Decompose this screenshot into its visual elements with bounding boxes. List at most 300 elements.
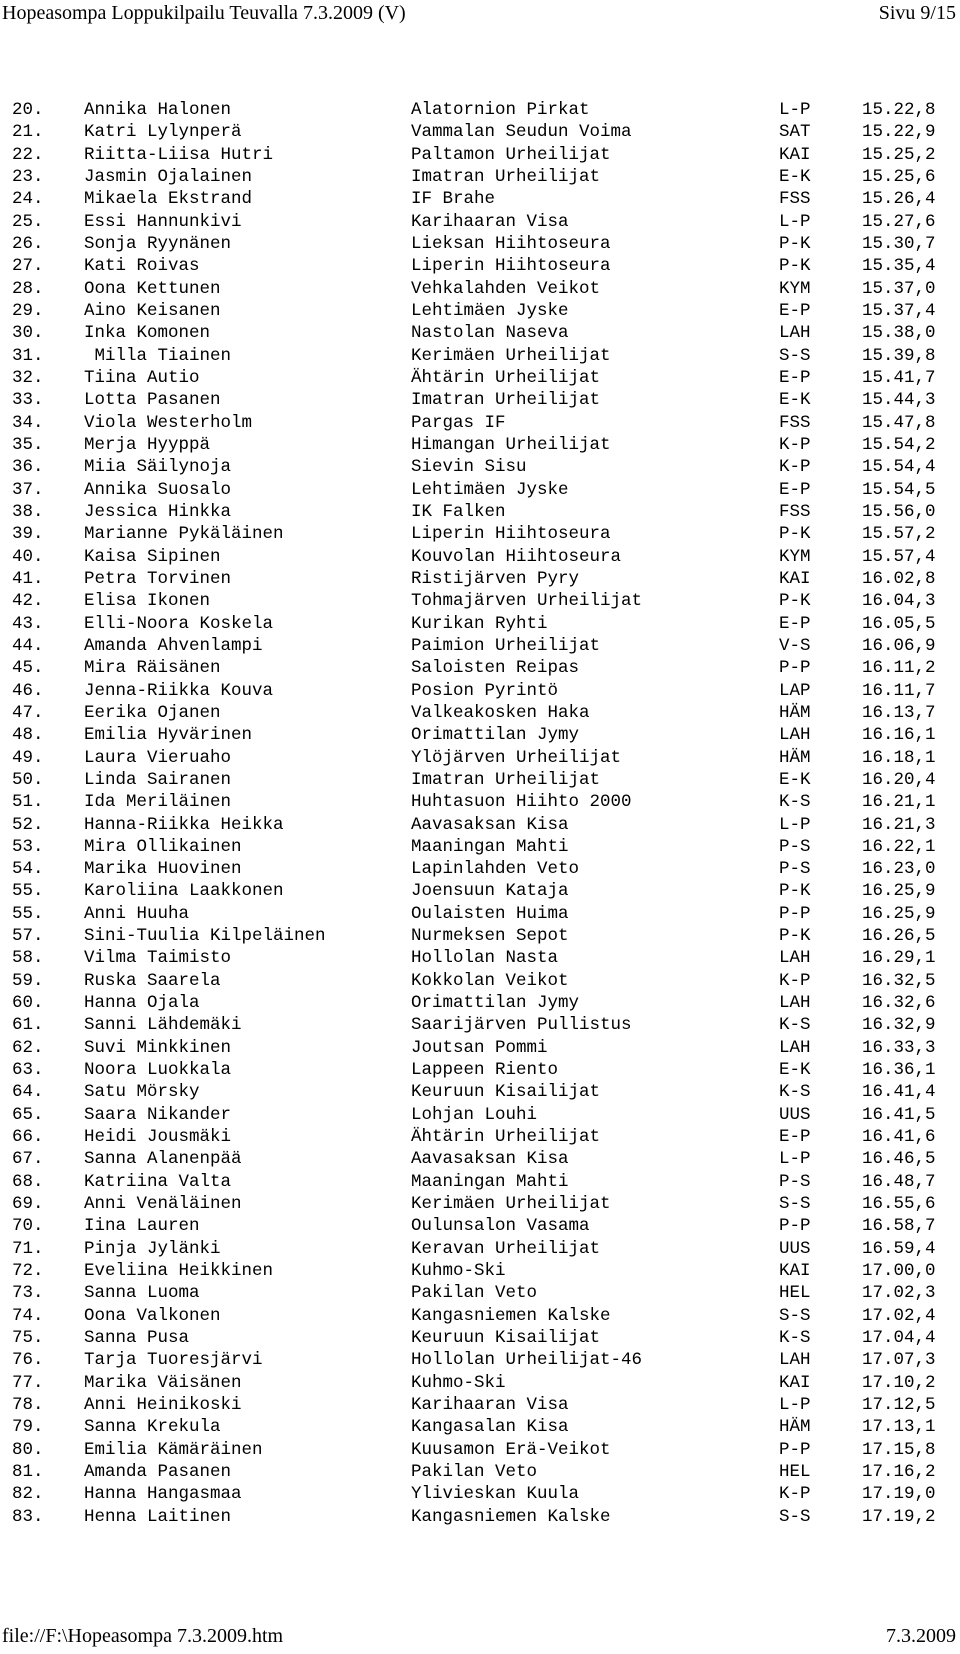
result-time: 16.32,6 <box>862 993 936 1014</box>
result-club: Nastolan Naseva <box>411 323 569 344</box>
result-district: E-P <box>779 300 811 321</box>
result-name: Emilia Hyvärinen <box>84 725 253 746</box>
result-district: KAI <box>779 1372 811 1393</box>
result-name: Marika Huovinen <box>84 859 242 880</box>
result-row <box>12 523 952 545</box>
result-club: Vehkalahden Veikot <box>411 278 601 299</box>
result-name: Katriina Valta <box>84 1171 232 1192</box>
result-time: 16.25,9 <box>862 903 936 924</box>
result-name: Sanna Alanenpää <box>84 1149 242 1170</box>
result-row <box>12 836 952 858</box>
result-rank: 39. <box>12 524 44 545</box>
result-rank: 37. <box>12 479 44 500</box>
result-district: LAH <box>779 1350 811 1371</box>
result-row <box>12 590 952 612</box>
result-time: 17.07,3 <box>862 1350 936 1371</box>
result-time: 15.22,8 <box>862 100 936 120</box>
result-club: Keuruun Kisailijat <box>411 1082 601 1103</box>
result-rank: 66. <box>12 1127 44 1148</box>
result-club: Saarijärven Pullistus <box>411 1015 632 1036</box>
result-club: Alatornion Pirkat <box>411 100 590 120</box>
result-time: 17.02,4 <box>862 1305 936 1326</box>
result-row <box>12 1126 952 1148</box>
result-row <box>12 1037 952 1059</box>
result-district: P-P <box>779 1216 811 1237</box>
result-row <box>12 747 952 769</box>
result-row <box>12 255 952 277</box>
result-district: P-K <box>779 233 811 254</box>
result-district: LAH <box>779 1037 811 1058</box>
result-name: Elisa Ikonen <box>84 591 211 612</box>
result-rank: 27. <box>12 256 44 277</box>
result-rank: 48. <box>12 725 44 746</box>
result-rank: 24. <box>12 189 44 210</box>
result-time: 15.54,5 <box>862 479 936 500</box>
result-time: 16.29,1 <box>862 948 936 969</box>
result-club: Hollolan Urheilijat-46 <box>411 1350 643 1371</box>
result-row <box>12 1148 952 1170</box>
result-club: Hollolan Nasta <box>411 948 559 969</box>
result-club: Imatran Urheilijat <box>411 769 601 790</box>
result-name: Emilia Kämäräinen <box>84 1439 263 1460</box>
result-name: Karoliina Laakkonen <box>84 881 284 902</box>
result-rank: 62. <box>12 1037 44 1058</box>
result-rank: 76. <box>12 1350 44 1371</box>
result-district: K-P <box>779 434 811 455</box>
result-row <box>12 1282 952 1304</box>
result-name: Sini-Tuulia Kilpeläinen <box>84 926 326 947</box>
result-name: Inka Komonen <box>84 323 211 344</box>
result-time: 15.27,6 <box>862 211 936 232</box>
result-row <box>12 880 952 902</box>
result-name: Annika Suosalo <box>84 479 232 500</box>
result-row <box>12 345 952 367</box>
result-time: 15.22,9 <box>862 122 936 143</box>
result-time: 16.20,4 <box>862 769 936 790</box>
result-rank: 20. <box>12 100 44 120</box>
result-club: Liperin Hiihtoseura <box>411 256 611 277</box>
result-rank: 49. <box>12 747 44 768</box>
result-time: 16.04,3 <box>862 591 936 612</box>
result-club: Paimion Urheilijat <box>411 635 601 656</box>
result-district: E-K <box>779 390 811 411</box>
result-name: Essi Hannunkivi <box>84 211 242 232</box>
result-name: Sonja Ryynänen <box>84 233 232 254</box>
result-name: Ida Meriläinen <box>84 792 232 813</box>
result-club: Himangan Urheilijat <box>411 434 611 455</box>
result-row <box>12 1483 952 1505</box>
result-name: Jasmin Ojalainen <box>84 166 253 187</box>
result-rank: 38. <box>12 501 44 522</box>
result-name: Sanna Luoma <box>84 1283 200 1304</box>
result-club: Kangasniemen Kalske <box>411 1305 611 1326</box>
result-district: HÄM <box>779 702 811 723</box>
result-name: Marika Väisänen <box>84 1372 242 1393</box>
result-club: Orimattilan Jymy <box>411 993 580 1014</box>
result-club: Aavasaksan Kisa <box>411 1149 569 1170</box>
result-rank: 60. <box>12 993 44 1014</box>
result-district: E-K <box>779 1060 811 1081</box>
result-rank: 68. <box>12 1171 44 1192</box>
result-name: Sanna Pusa <box>84 1328 190 1349</box>
result-row <box>12 99 952 121</box>
result-district: S-S <box>779 1194 811 1215</box>
result-club: Oulunsalon Vasama <box>411 1216 590 1237</box>
result-club: Maaningan Mahti <box>411 836 569 857</box>
result-time: 15.30,7 <box>862 233 936 254</box>
result-row <box>12 702 952 724</box>
result-district: K-S <box>779 1328 811 1349</box>
result-name: Ruska Saarela <box>84 970 221 991</box>
result-district: E-P <box>779 1127 811 1148</box>
result-name: Henna Laitinen <box>84 1506 232 1527</box>
result-club: Tohmajärven Urheilijat <box>411 591 643 612</box>
result-club: Vammalan Seudun Voima <box>411 122 632 143</box>
result-name: Amanda Ahvenlampi <box>84 635 263 656</box>
page-footer <box>0 1625 960 1651</box>
result-rank: 55. <box>12 881 44 902</box>
result-time: 16.11,7 <box>862 680 936 701</box>
result-time: 17.19,2 <box>862 1506 936 1527</box>
result-row <box>12 412 952 434</box>
result-club: Paltamon Urheilijat <box>411 144 611 165</box>
result-district: E-P <box>779 613 811 634</box>
result-club: Kurikan Ryhti <box>411 613 548 634</box>
result-name: Merja Hyyppä <box>84 434 211 455</box>
result-row <box>12 1506 952 1528</box>
result-district: P-K <box>779 524 811 545</box>
result-row <box>12 322 952 344</box>
result-time: 17.19,0 <box>862 1484 936 1505</box>
result-name: Petra Torvinen <box>84 568 232 589</box>
result-district: P-K <box>779 256 811 277</box>
result-time: 16.36,1 <box>862 1060 936 1081</box>
result-club: Lappeen Riento <box>411 1060 559 1081</box>
result-time: 17.12,5 <box>862 1395 936 1416</box>
result-name: Lotta Pasanen <box>84 390 221 411</box>
result-rank: 61. <box>12 1015 44 1036</box>
result-club: Karihaaran Visa <box>411 1395 569 1416</box>
result-time: 16.41,6 <box>862 1127 936 1148</box>
result-club: Imatran Urheilijat <box>411 166 601 187</box>
result-rank: 41. <box>12 568 44 589</box>
result-time: 16.18,1 <box>862 747 936 768</box>
result-row <box>12 947 952 969</box>
result-time: 15.57,4 <box>862 546 936 567</box>
result-rank: 25. <box>12 211 44 232</box>
result-club: Ristijärven Pyry <box>411 568 580 589</box>
result-name: Saara Nikander <box>84 1104 232 1125</box>
result-rank: 80. <box>12 1439 44 1460</box>
result-rank: 75. <box>12 1328 44 1349</box>
result-name: Amanda Pasanen <box>84 1462 232 1483</box>
result-name: Aino Keisanen <box>84 300 221 321</box>
result-rank: 30. <box>12 323 44 344</box>
result-district: S-S <box>779 1506 811 1527</box>
result-rank: 42. <box>12 591 44 612</box>
result-time: 15.44,3 <box>862 390 936 411</box>
result-row <box>12 166 952 188</box>
result-name: Milla Tiainen <box>84 345 232 366</box>
result-name: Hanna Ojala <box>84 993 200 1014</box>
result-time: 17.13,1 <box>862 1417 936 1438</box>
result-row <box>12 1461 952 1483</box>
result-name: Mira Räisänen <box>84 658 221 679</box>
result-rank: 52. <box>12 814 44 835</box>
result-row <box>12 389 952 411</box>
result-rank: 78. <box>12 1395 44 1416</box>
result-row <box>12 1081 952 1103</box>
result-rank: 34. <box>12 412 44 433</box>
result-row <box>12 903 952 925</box>
result-club: Joutsan Pommi <box>411 1037 548 1058</box>
result-rank: 21. <box>12 122 44 143</box>
result-rank: 83. <box>12 1506 44 1527</box>
result-club: Ylivieskan Kuula <box>411 1484 580 1505</box>
result-row <box>12 479 952 501</box>
result-time: 16.05,5 <box>862 613 936 634</box>
result-district: K-S <box>779 1015 811 1036</box>
result-rank: 50. <box>12 769 44 790</box>
result-district: P-P <box>779 1439 811 1460</box>
result-time: 15.25,2 <box>862 144 936 165</box>
result-district: HEL <box>779 1462 811 1483</box>
result-name: Elli-Noora Koskela <box>84 613 274 634</box>
result-row <box>12 1215 952 1237</box>
result-rank: 33. <box>12 390 44 411</box>
result-row <box>12 858 952 880</box>
result-rank: 47. <box>12 702 44 723</box>
result-row <box>12 144 952 166</box>
result-row <box>12 1372 952 1394</box>
result-rank: 79. <box>12 1417 44 1438</box>
result-row <box>12 300 952 322</box>
result-name: Oona Kettunen <box>84 278 221 299</box>
result-rank: 73. <box>12 1283 44 1304</box>
result-row <box>12 1305 952 1327</box>
result-rank: 32. <box>12 367 44 388</box>
results-list <box>12 99 952 1528</box>
result-club: IF Brahe <box>411 189 496 210</box>
result-name: Katri Lylynperä <box>84 122 242 143</box>
result-name: Linda Sairanen <box>84 769 232 790</box>
result-row <box>12 546 952 568</box>
result-name: Riitta-Liisa Hutri <box>84 144 274 165</box>
result-rank: 64. <box>12 1082 44 1103</box>
result-name: Vilma Taimisto <box>84 948 232 969</box>
result-rank: 81. <box>12 1462 44 1483</box>
result-time: 16.26,5 <box>862 926 936 947</box>
result-name: Hanna-Riikka Heikka <box>84 814 284 835</box>
result-club: Saloisten Reipas <box>411 658 580 679</box>
result-club: Kuhmo-Ski <box>411 1261 506 1282</box>
result-club: Maaningan Mahti <box>411 1171 569 1192</box>
result-name: Miia Säilynoja <box>84 457 232 478</box>
result-district: P-K <box>779 926 811 947</box>
result-time: 15.57,2 <box>862 524 936 545</box>
result-time: 15.41,7 <box>862 367 936 388</box>
result-rank: 70. <box>12 1216 44 1237</box>
result-time: 15.54,4 <box>862 457 936 478</box>
result-name: Anni Venäläinen <box>84 1194 242 1215</box>
result-time: 15.39,8 <box>862 345 936 366</box>
result-rank: 71. <box>12 1238 44 1259</box>
result-name: Hanna Hangasmaa <box>84 1484 242 1505</box>
result-rank: 67. <box>12 1149 44 1170</box>
result-row <box>12 211 952 233</box>
file-url: file://F:\Hopeasompa 7.3.2009.htm <box>2 1625 284 1647</box>
result-row <box>12 992 952 1014</box>
result-district: E-K <box>779 166 811 187</box>
result-club: Nurmeksen Sepot <box>411 926 569 947</box>
result-name: Jenna-Riikka Kouva <box>84 680 274 701</box>
result-club: Ylöjärven Urheilijat <box>411 747 622 768</box>
result-time: 16.46,5 <box>862 1149 936 1170</box>
result-club: Posion Pyrintö <box>411 680 559 701</box>
result-row <box>12 1260 952 1282</box>
result-district: P-P <box>779 658 811 679</box>
result-time: 16.21,1 <box>862 792 936 813</box>
result-name: Mira Ollikainen <box>84 836 242 857</box>
result-row <box>12 657 952 679</box>
result-rank: 45. <box>12 658 44 679</box>
result-row <box>12 769 952 791</box>
result-district: L-P <box>779 211 811 232</box>
result-time: 16.06,9 <box>862 635 936 656</box>
result-district: KYM <box>779 546 811 567</box>
result-club: IK Falken <box>411 501 506 522</box>
result-row <box>12 1327 952 1349</box>
result-district: UUS <box>779 1238 811 1259</box>
result-club: Kuhmo-Ski <box>411 1372 506 1393</box>
result-time: 15.35,4 <box>862 256 936 277</box>
result-club: Imatran Urheilijat <box>411 390 601 411</box>
result-name: Kaisa Sipinen <box>84 546 221 567</box>
result-district: P-S <box>779 859 811 880</box>
result-rank: 57. <box>12 926 44 947</box>
result-club: Pakilan Veto <box>411 1462 538 1483</box>
result-club: Ähtärin Urheilijat <box>411 367 601 388</box>
result-club: Kangasniemen Kalske <box>411 1506 611 1527</box>
result-name: Anni Heinikoski <box>84 1395 242 1416</box>
result-row <box>12 814 952 836</box>
result-name: Tarja Tuoresjärvi <box>84 1350 263 1371</box>
result-district: K-P <box>779 1484 811 1505</box>
result-district: LAH <box>779 323 811 344</box>
result-club: Pargas IF <box>411 412 506 433</box>
result-time: 16.59,4 <box>862 1238 936 1259</box>
result-time: 17.04,4 <box>862 1328 936 1349</box>
result-row <box>12 1014 952 1036</box>
result-club: Liperin Hiihtoseura <box>411 524 611 545</box>
result-district: UUS <box>779 1104 811 1125</box>
result-time: 15.47,8 <box>862 412 936 433</box>
result-club: Oulaisten Huima <box>411 903 569 924</box>
result-club: Sievin Sisu <box>411 457 527 478</box>
page-header <box>0 0 960 32</box>
result-district: P-P <box>779 903 811 924</box>
result-rank: 43. <box>12 613 44 634</box>
result-row <box>12 680 952 702</box>
result-club: Kouvolan Hiihtoseura <box>411 546 622 567</box>
result-time: 15.38,0 <box>862 323 936 344</box>
result-rank: 63. <box>12 1060 44 1081</box>
result-name: Satu Mörsky <box>84 1082 200 1103</box>
result-row <box>12 970 952 992</box>
print-date: 7.3.2009 <box>886 1625 956 1647</box>
result-rank: 77. <box>12 1372 44 1393</box>
result-district: E-P <box>779 479 811 500</box>
result-name: Tiina Autio <box>84 367 200 388</box>
result-time: 15.26,4 <box>862 189 936 210</box>
result-rank: 40. <box>12 546 44 567</box>
result-time: 17.02,3 <box>862 1283 936 1304</box>
result-district: P-K <box>779 881 811 902</box>
result-district: LAH <box>779 948 811 969</box>
result-club: Lapinlahden Veto <box>411 859 580 880</box>
result-rank: 35. <box>12 434 44 455</box>
result-time: 16.16,1 <box>862 725 936 746</box>
result-name: Viola Westerholm <box>84 412 253 433</box>
result-rank: 46. <box>12 680 44 701</box>
result-time: 16.58,7 <box>862 1216 936 1237</box>
result-name: Eveliina Heikkinen <box>84 1261 274 1282</box>
result-club: Karihaaran Visa <box>411 211 569 232</box>
result-district: K-S <box>779 792 811 813</box>
result-row <box>12 434 952 456</box>
result-name: Noora Luokkala <box>84 1060 232 1081</box>
result-row <box>12 1349 952 1371</box>
result-district: V-S <box>779 635 811 656</box>
result-club: Joensuun Kataja <box>411 881 569 902</box>
result-district: LAP <box>779 680 811 701</box>
result-row <box>12 724 952 746</box>
result-rank: 54. <box>12 859 44 880</box>
result-club: Ähtärin Urheilijat <box>411 1127 601 1148</box>
result-district: P-S <box>779 1171 811 1192</box>
result-row <box>12 188 952 210</box>
result-rank: 59. <box>12 970 44 991</box>
result-district: K-P <box>779 457 811 478</box>
result-district: FSS <box>779 412 811 433</box>
result-name: Mikaela Ekstrand <box>84 189 253 210</box>
result-time: 16.23,0 <box>862 859 936 880</box>
result-club: Lehtimäen Jyske <box>411 300 569 321</box>
result-club: Pakilan Veto <box>411 1283 538 1304</box>
result-club: Valkeakosken Haka <box>411 702 590 723</box>
result-row <box>12 568 952 590</box>
result-name: Pinja Jylänki <box>84 1238 221 1259</box>
result-district: E-K <box>779 769 811 790</box>
result-rank: 26. <box>12 233 44 254</box>
result-row <box>12 1193 952 1215</box>
result-name: Marianne Pykäläinen <box>84 524 284 545</box>
result-row <box>12 456 952 478</box>
result-row <box>12 635 952 657</box>
result-time: 16.21,3 <box>862 814 936 835</box>
result-name: Anni Huuha <box>84 903 190 924</box>
result-district: HÄM <box>779 1417 811 1438</box>
result-district: S-S <box>779 1305 811 1326</box>
result-time: 15.37,0 <box>862 278 936 299</box>
result-time: 15.56,0 <box>862 501 936 522</box>
result-district: LAH <box>779 993 811 1014</box>
result-club: Kuusamon Erä-Veikot <box>411 1439 611 1460</box>
result-row <box>12 121 952 143</box>
result-row <box>12 1059 952 1081</box>
result-time: 17.00,0 <box>862 1261 936 1282</box>
result-time: 16.32,9 <box>862 1015 936 1036</box>
